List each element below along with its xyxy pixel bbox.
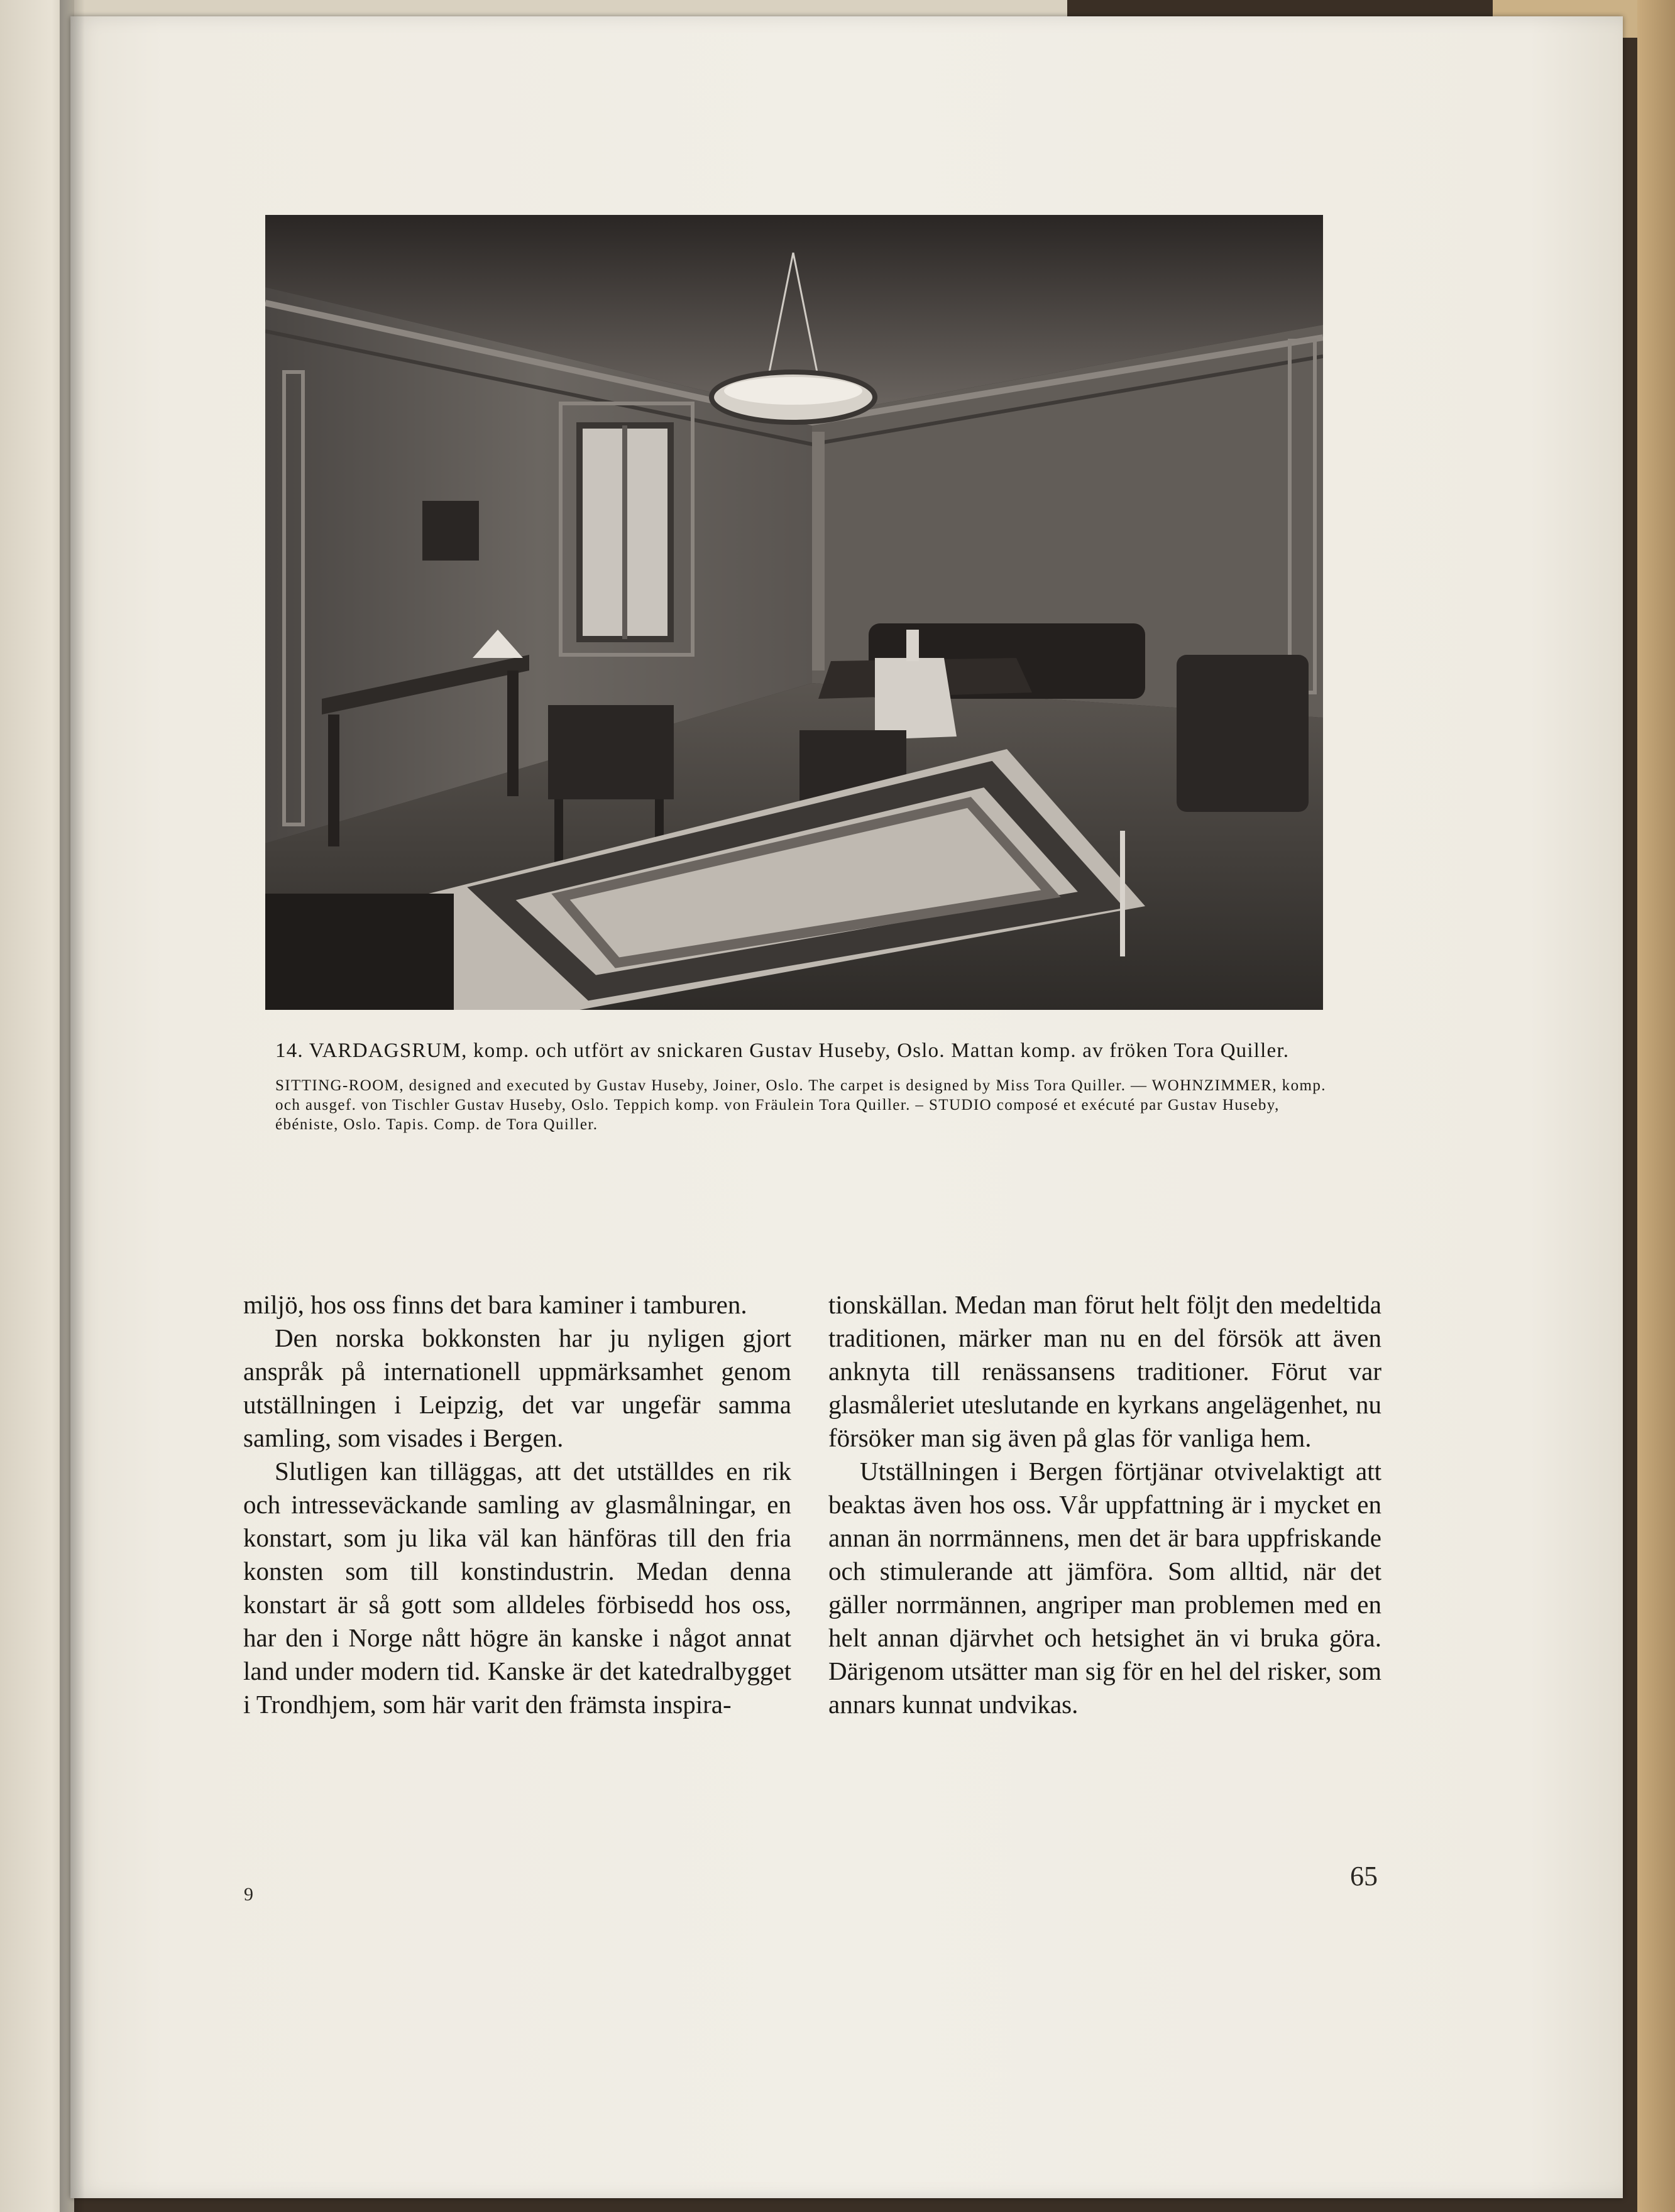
spine-shadow xyxy=(60,0,85,2212)
page-number: 65 xyxy=(1350,1861,1378,1892)
caption-translations: SITTING-ROOM, designed and executed by Gustav Huseby, Joiner, Oslo. The carpet is designed by Miss Tora Quiller. — WOHNZIMMER, komp. och ausgef. von Tischler Gustav Huseby, Oslo. Teppich komp. von Fräulein Tora Quiller. – STUDIO composé et exécuté par Gustav Huseby, ébéniste, Oslo. Tapis. Comp. de Tora Quiller. xyxy=(275,1077,1326,1133)
paragraph: miljö, hos oss finns det bara kaminer i tamburen. xyxy=(243,1290,747,1319)
room-photograph xyxy=(265,215,1323,1010)
paragraph: tionskällan. Medan man förut helt följt den medeltida traditionen, märker man nu en del försök att även anknyta till renässansens traditioner. Förut var glasmåleriet uteslutande en kyrkans angelägenhet, nu försöker man sig även på glas för vanliga hem. xyxy=(828,1290,1381,1452)
paragraph: Den norska bokkonsten har ju nyligen gjort anspråk på internationell uppmärksamhet genom utställningen i Leipzig, det var ungefär samma samling, som visades i Bergen. xyxy=(243,1323,791,1452)
text-column-left xyxy=(243,1288,791,1721)
figure-caption xyxy=(275,1037,1331,1134)
caption-swedish: 14. VARDAGSRUM, komp. och utfört av snickaren Gustav Huseby, Oslo. Mattan komp. av fröken Tora Quiller. xyxy=(275,1039,1290,1062)
book-cover-edge xyxy=(1637,0,1675,2212)
left-page-top-edge xyxy=(74,0,1067,18)
text-column-right xyxy=(828,1288,1381,1721)
room-photograph-drawing xyxy=(265,215,1323,1010)
paragraph: Slutligen kan tilläggas, att det utställdes en rik och intresseväckande samling av glasmålningar, en konstart, som ju lika väl kan hänföras till den fria konsten som till konstindustrin. Medan denna konstart är så gott som alldeles förbisedd hos oss, har den i Norge nått högre än kanske i något annat land under modern tid. Kanske är det katedralbygget i Trondhjem, som här varit den främsta inspira- xyxy=(243,1457,791,1719)
signature-mark: 9 xyxy=(244,1884,253,1905)
paragraph: Utställningen i Bergen förtjänar otvivelaktigt att beaktas även hos oss. Vår uppfattning är i mycket en annan än norrmännens, men det är bara uppfriskande och stimulerande att jämföra. Som alltid, när det gäller norrmännen, angriper man problemen med en helt annan djärvhet och hetsighet än vi bruka göra. Därigenom utsätter man sig för en hel del risker, som annars kunnat undvikas. xyxy=(828,1457,1381,1719)
